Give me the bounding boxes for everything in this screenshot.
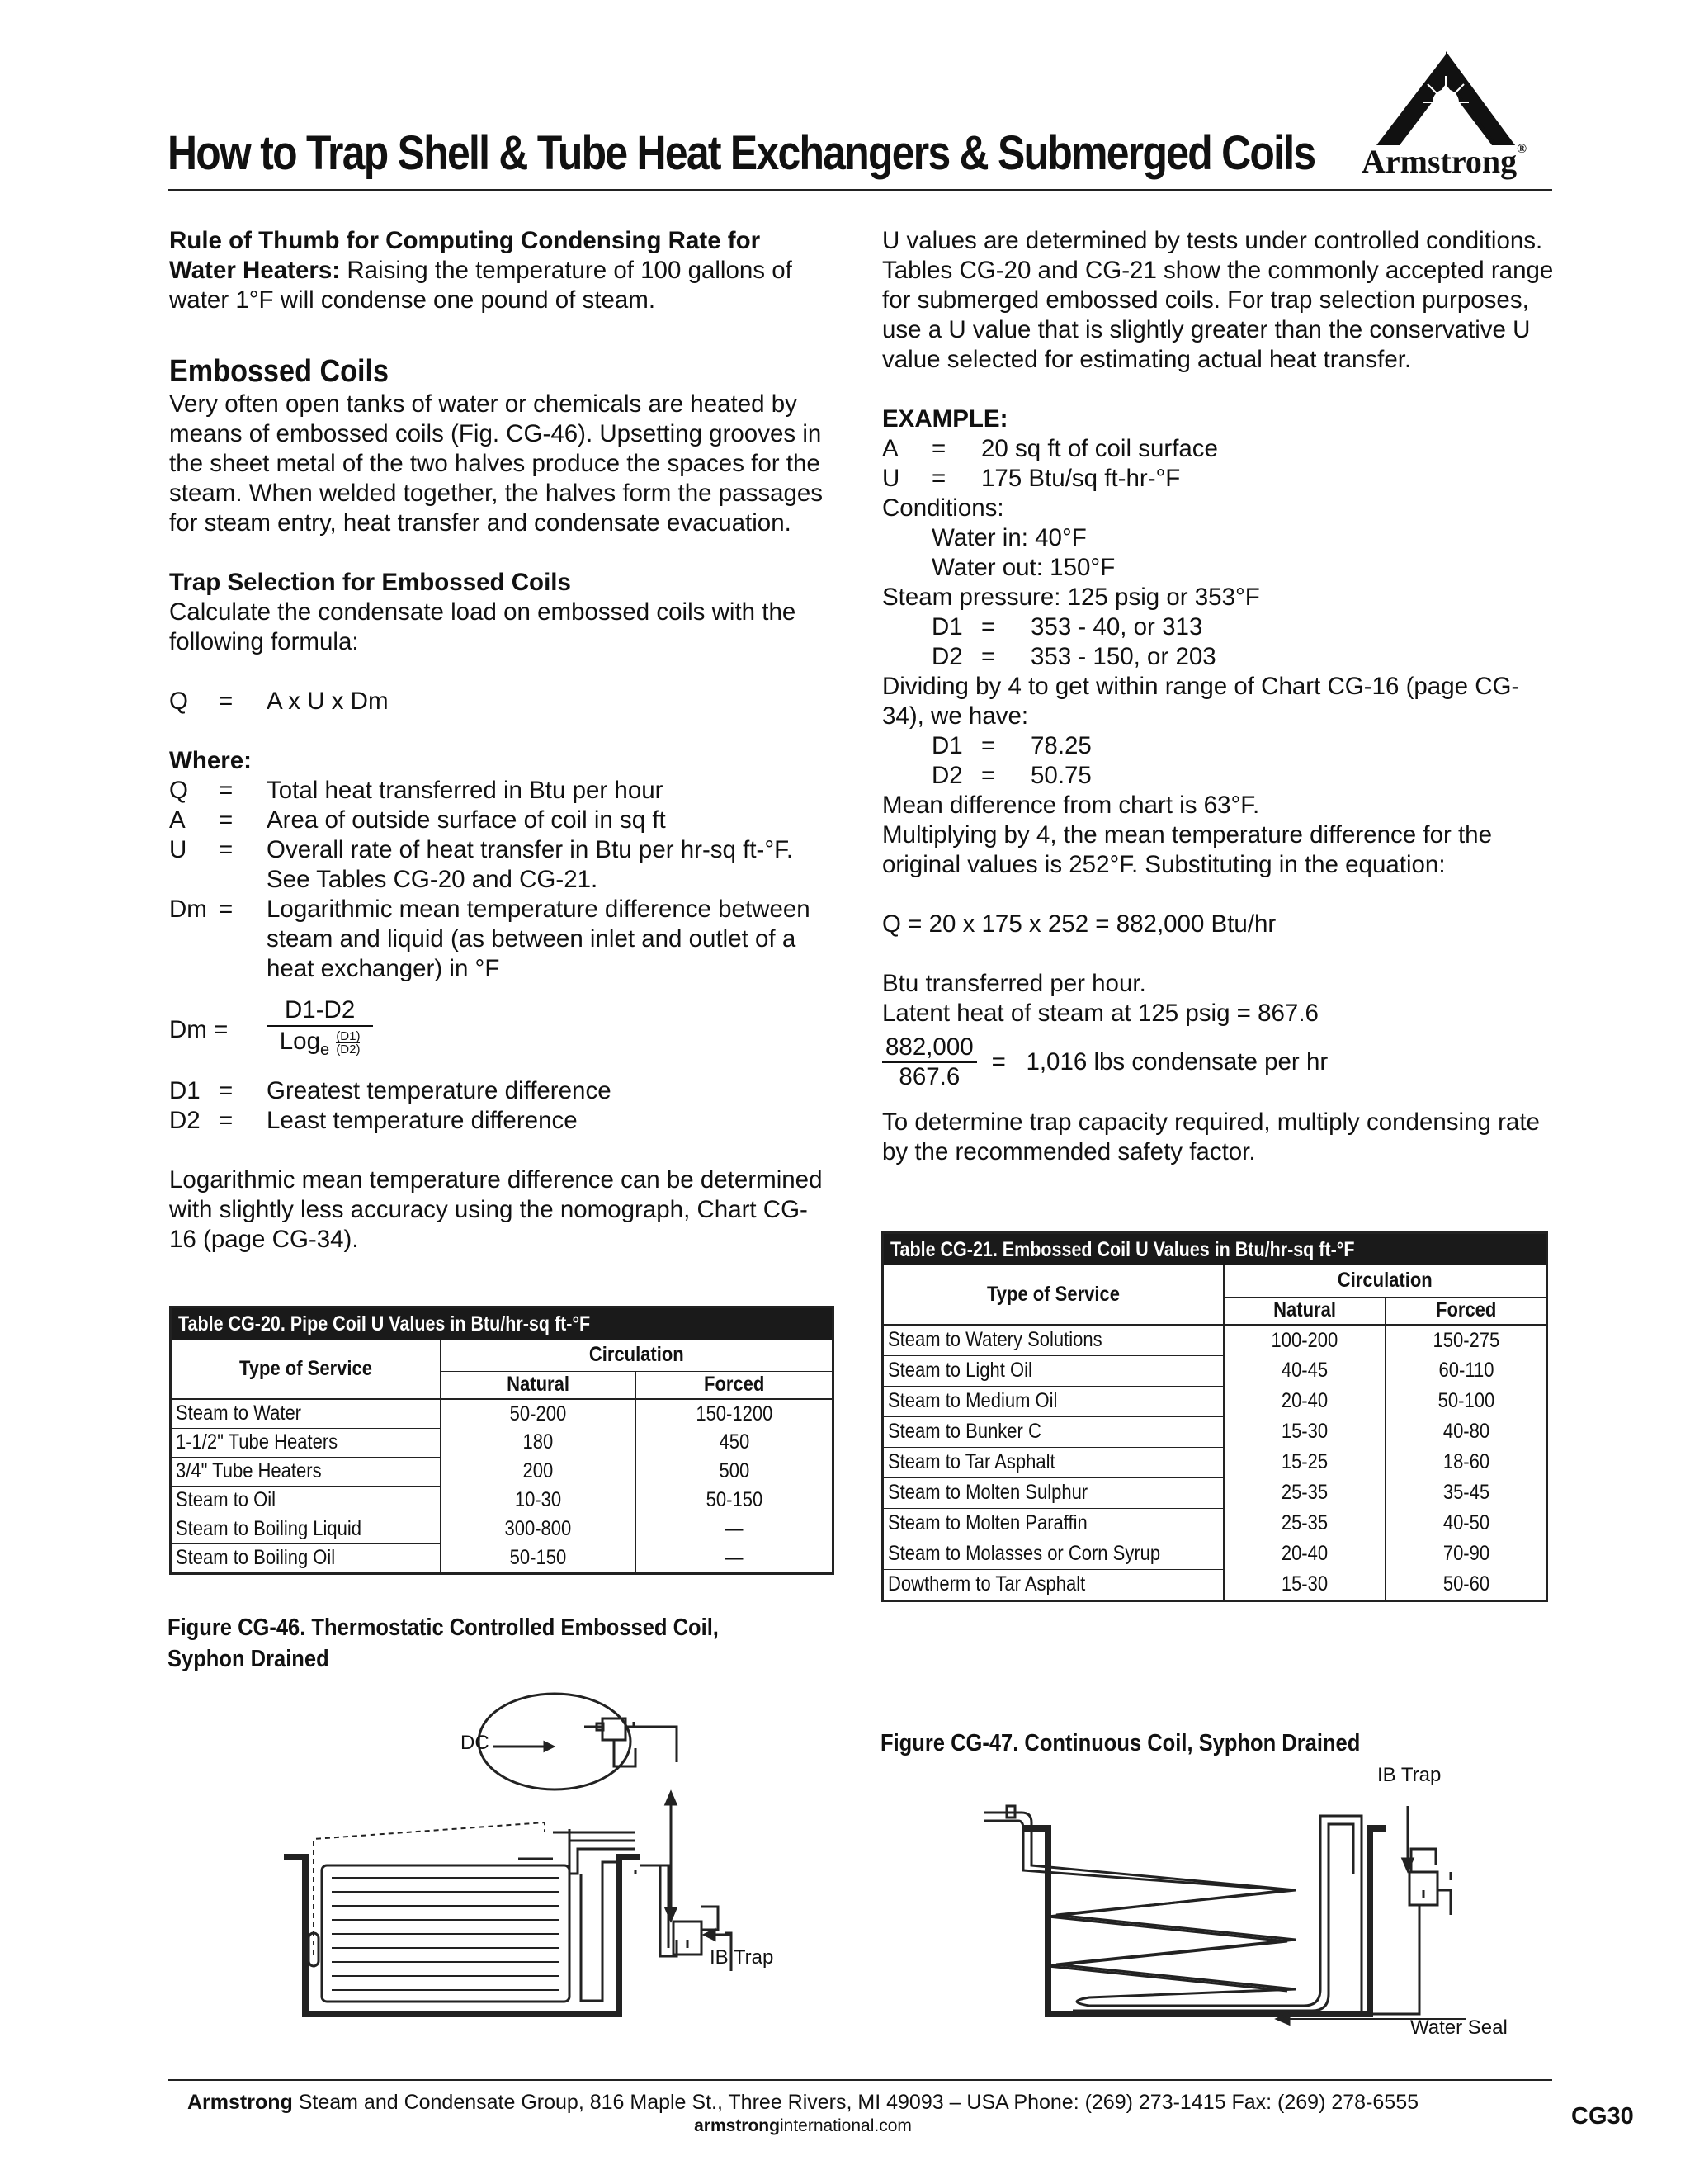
page-number: CG30 <box>1571 2103 1634 2130</box>
div-row <box>882 761 1559 791</box>
table-row <box>884 1447 1546 1477</box>
dm-denominator <box>267 1027 373 1065</box>
cell-text: 300-800 <box>504 1517 572 1540</box>
cell-type-of-service <box>884 1508 1224 1539</box>
dm-log: Log <box>279 1028 320 1055</box>
cell-type-of-service <box>172 1457 441 1486</box>
where-label: Where: <box>169 747 252 774</box>
cell-forced <box>1386 1477 1546 1508</box>
col-natural-label: Natural <box>507 1373 569 1397</box>
cell-forced <box>1386 1416 1546 1447</box>
table-row <box>172 1543 832 1572</box>
cell-text: 50-60 <box>1442 1572 1489 1595</box>
div-symbol: D2 <box>932 762 963 789</box>
where-equals: = <box>219 896 234 923</box>
fraction-numerator: 882,000 <box>882 1033 977 1063</box>
table-cg20 <box>169 1306 834 1575</box>
cell-text: Steam to Light Oil <box>888 1359 1032 1382</box>
d-definition: Least temperature difference <box>267 1106 578 1134</box>
cell-type-of-service <box>172 1515 441 1543</box>
armstrong-logo <box>1360 51 1558 183</box>
col-type-of-service <box>172 1340 441 1399</box>
div-value: 78.25 <box>1031 732 1092 759</box>
formula-symbol: Q <box>169 688 188 715</box>
fig46-ib-trap-label: IB Trap <box>710 1946 774 1969</box>
footer-address-line <box>168 2091 1438 2115</box>
col-natural <box>1224 1297 1386 1325</box>
dm-label: Dm = <box>169 1015 229 1043</box>
cell-natural <box>441 1399 635 1428</box>
div-row <box>882 731 1559 761</box>
where-equals: = <box>219 806 234 834</box>
where-equals: = <box>219 777 234 804</box>
table-row <box>884 1539 1546 1569</box>
where-equals: = <box>219 836 234 863</box>
col-natural-label: Natural <box>1273 1298 1336 1322</box>
cell-text: 60-110 <box>1438 1359 1494 1382</box>
table-row <box>884 1355 1546 1386</box>
trap-selection-heading: Trap Selection for Embossed Coils <box>169 569 571 596</box>
cell-forced <box>1386 1355 1546 1386</box>
col-forced-label: Forced <box>1435 1298 1497 1322</box>
col-circulation <box>441 1340 832 1371</box>
cell-text: 450 <box>719 1430 749 1454</box>
cell-type-of-service <box>884 1386 1224 1416</box>
cell-text: 18-60 <box>1442 1450 1489 1473</box>
table-cg21-caption-text: Table CG-21. Embossed Coil U Values in Btu/hr-sq ft-°F <box>890 1238 1355 1261</box>
where-definition: Total heat transferred in Btu per hour <box>267 777 663 804</box>
cell-natural <box>441 1457 635 1486</box>
cell-type-of-service <box>172 1399 441 1428</box>
footer-web-bold: armstrong <box>694 2116 780 2135</box>
cell-text: 70-90 <box>1442 1542 1489 1565</box>
cell-text: 10-30 <box>514 1488 562 1511</box>
cell-text: Steam to Oil <box>176 1488 276 1511</box>
example-symbol: A <box>882 435 899 462</box>
d-symbol: D2 <box>169 1106 201 1134</box>
cell-text: Steam to Boiling Oil <box>176 1546 336 1570</box>
fig47-ib-trap-label: IB Trap <box>1377 1764 1442 1786</box>
cell-natural <box>1224 1355 1386 1386</box>
dm-d1: (D1) <box>336 1028 361 1043</box>
cell-natural <box>1224 1508 1386 1539</box>
table-row <box>884 1569 1546 1600</box>
calc-symbol: D1 <box>932 613 963 641</box>
where-definition: Area of outside surface of coil in sq ft <box>267 806 666 834</box>
water-in: Water in: 40°F <box>932 524 1087 551</box>
rule-heading: Rule of Thumb for Computing Condensing Rate for Water Heaters: <box>169 227 761 284</box>
footer-address: Steam and Condensate Group, 816 Maple St., Three Rivers, MI 49093 – USA Phone: (269) 273-1415 Fax: (269) 278-6555 <box>292 2091 1419 2114</box>
cell-type-of-service <box>172 1428 441 1457</box>
cell-text: 150-1200 <box>696 1402 772 1425</box>
where-symbol: U <box>169 836 187 863</box>
cell-type-of-service <box>884 1325 1224 1355</box>
fig46-caption <box>168 1612 719 1675</box>
cell-forced <box>1386 1569 1546 1600</box>
where-symbol: Q <box>169 777 188 804</box>
condensate-fraction <box>882 1033 977 1091</box>
latent-heat: Latent heat of steam at 125 psig = 867.6 <box>882 1000 1319 1027</box>
cell-forced <box>635 1543 832 1572</box>
cell-natural <box>1224 1386 1386 1416</box>
cell-natural <box>1224 1416 1386 1447</box>
cell-text: Steam to Molten Paraffin <box>888 1511 1088 1534</box>
cell-text: 15-25 <box>1281 1450 1329 1473</box>
example-row <box>882 464 1559 494</box>
water-out: Water out: 150°F <box>932 554 1116 581</box>
cell-type-of-service <box>884 1477 1224 1508</box>
conditions-label: Conditions: <box>882 494 1004 522</box>
col-forced <box>1386 1297 1546 1325</box>
calc-symbol: D2 <box>932 643 963 670</box>
left-column <box>169 226 829 1255</box>
cell-text: 3/4" Tube Heaters <box>176 1459 322 1482</box>
cell-natural <box>1224 1477 1386 1508</box>
rule-body: Raising the temperature of 100 gallons of water 1°F will condense one pound of steam. <box>169 257 792 314</box>
fig46-caption-line2: Syphon Drained <box>168 1646 329 1672</box>
table-row <box>172 1515 832 1543</box>
calc-row <box>882 612 1559 642</box>
logo-text: Armstrong <box>1362 143 1518 180</box>
calc-row <box>882 642 1559 672</box>
fraction-result: = 1,016 lbs condensate per hr <box>991 1048 1329 1075</box>
cell-text: 25-35 <box>1281 1481 1329 1504</box>
where-row <box>169 776 829 806</box>
cell-text: Steam to Watery Solutions <box>888 1328 1102 1352</box>
example-label: EXAMPLE: <box>882 405 1008 433</box>
dm-d2: (D2) <box>336 1042 361 1057</box>
table-row <box>884 1477 1546 1508</box>
cell-natural <box>441 1428 635 1457</box>
cell-text: Steam to Bunker C <box>888 1420 1041 1443</box>
cell-type-of-service <box>884 1539 1224 1569</box>
trap-capacity: To determine trap capacity required, multiply condensing rate by the recommended safety factor. <box>882 1109 1540 1165</box>
calc-equals: = <box>981 643 996 670</box>
cell-forced <box>1386 1325 1546 1355</box>
header-rule <box>168 189 1552 191</box>
formula-equals: = <box>219 688 234 715</box>
cell-forced <box>635 1399 832 1428</box>
embossed-body: Very often open tanks of water or chemicals are heated by means of embossed coils (Fig. CG-46). Upsetting grooves in the sheet metal of the two halves produce the spaces for the steam. When welded together, the halves form the passages for steam entry, heat transfer and condensate evacuation. <box>169 390 824 537</box>
example-value: 20 sq ft of coil surface <box>981 435 1218 462</box>
example-row <box>882 434 1559 464</box>
cell-text: 200 <box>522 1459 554 1482</box>
col-circulation-label: Circulation <box>589 1343 684 1367</box>
col-type-label: Type of Service <box>238 1357 372 1380</box>
col-natural <box>441 1371 635 1399</box>
cell-natural <box>441 1515 635 1543</box>
example-symbol: U <box>882 465 900 492</box>
where-row <box>169 806 829 835</box>
calc-value: 353 - 40, or 313 <box>1031 613 1203 641</box>
cell-text: Steam to Molten Sulphur <box>888 1481 1088 1504</box>
table-row <box>172 1399 832 1428</box>
cell-forced <box>1386 1386 1546 1416</box>
right-column <box>882 226 1559 1167</box>
example-value: 175 Btu/sq ft-hr-°F <box>981 465 1181 492</box>
cell-natural <box>1224 1539 1386 1569</box>
col-forced <box>635 1371 832 1399</box>
cell-type-of-service <box>172 1543 441 1572</box>
cell-text: 50-150 <box>509 1546 567 1569</box>
d-def-row <box>169 1076 829 1106</box>
cell-text: 180 <box>522 1430 554 1454</box>
col-type-of-service <box>884 1265 1224 1325</box>
cell-text: 50-200 <box>509 1402 567 1425</box>
footer-rule <box>168 2079 1552 2081</box>
cell-forced <box>1386 1539 1546 1569</box>
q-equation: Q = 20 x 175 x 252 = 882,000 Btu/hr <box>882 910 1277 938</box>
cell-text: 50-100 <box>1437 1389 1494 1412</box>
formula <box>169 687 829 716</box>
calc-equals: = <box>981 613 996 641</box>
table-cg21-caption <box>884 1234 1546 1265</box>
cell-text: 500 <box>719 1459 749 1482</box>
cell-type-of-service <box>884 1416 1224 1447</box>
armstrong-logo-icon <box>1360 51 1558 150</box>
cell-text: — <box>725 1546 744 1569</box>
table-row <box>884 1416 1546 1447</box>
cell-natural <box>441 1543 635 1572</box>
fig47-diagram <box>974 1775 1535 2039</box>
condensate-fraction-row <box>882 1033 1559 1091</box>
cell-text: 100-200 <box>1271 1328 1338 1352</box>
btu-per-hour: Btu transferred per hour. <box>882 970 1146 997</box>
col-forced-label: Forced <box>703 1373 765 1397</box>
fig46-caption-line1: Figure CG-46. Thermostatic Controlled Embossed Coil, <box>168 1614 719 1641</box>
u-values-body: U values are determined by tests under controlled conditions. Tables CG-20 and CG-21 show the commonly accepted range for submerged embossed coils. For trap selection purposes, use a U value that is slightly greater than the conservative U value selected for estimating actual heat transfer. <box>882 227 1554 373</box>
dividing-text: Dividing by 4 to get within range of Chart CG-16 (page CG-34), we have: <box>882 673 1520 730</box>
example-equals: = <box>932 435 946 462</box>
steam-pressure: Steam pressure: 125 psig or 353°F <box>882 584 1260 611</box>
div-equals: = <box>981 762 996 789</box>
example-equals: = <box>932 465 946 492</box>
cell-text: 40-45 <box>1281 1359 1329 1382</box>
where-row <box>169 835 829 895</box>
footer-company: Armstrong <box>186 2091 293 2114</box>
cell-text: 1-1/2" Tube Heaters <box>176 1430 338 1454</box>
col-circulation-label: Circulation <box>1338 1269 1433 1293</box>
cell-text: 35-45 <box>1442 1481 1489 1504</box>
table-cg20-caption-text: Table CG-20. Pipe Coil U Values in Btu/hr-sq ft-°F <box>178 1312 591 1335</box>
cell-text: 150-275 <box>1433 1328 1499 1352</box>
cell-forced <box>635 1428 832 1457</box>
cell-text: 40-50 <box>1442 1511 1489 1534</box>
cell-text: 20-40 <box>1281 1542 1329 1565</box>
fig47-water-seal-label: Water Seal <box>1410 2016 1508 2039</box>
cell-text: — <box>725 1517 744 1540</box>
dm-fraction <box>267 995 373 1065</box>
footer-web-line <box>168 2116 1438 2136</box>
cell-type-of-service <box>884 1447 1224 1477</box>
cell-forced <box>1386 1508 1546 1539</box>
cell-text: Steam to Water <box>176 1402 302 1425</box>
where-definition: Logarithmic mean temperature difference between steam and liquid (as between inlet and outlet of a heat exchanger) in °F <box>267 896 810 982</box>
div-value: 50.75 <box>1031 762 1092 789</box>
cell-type-of-service <box>884 1569 1224 1600</box>
col-type-label: Type of Service <box>986 1283 1120 1306</box>
cell-natural <box>1224 1447 1386 1477</box>
cell-natural <box>441 1486 635 1515</box>
fig46-diagram <box>272 1676 850 2039</box>
dm-log-base: e <box>319 1040 330 1059</box>
cell-forced <box>635 1486 832 1515</box>
d-equals: = <box>219 1106 234 1134</box>
div-symbol: D1 <box>932 732 963 759</box>
where-symbol: A <box>169 806 186 834</box>
cell-text: 15-30 <box>1281 1420 1329 1443</box>
cell-text: 40-80 <box>1442 1420 1489 1443</box>
cell-text: 20-40 <box>1281 1389 1329 1412</box>
col-circulation <box>1224 1265 1546 1297</box>
footer-web-rest: international.com <box>779 2116 912 2135</box>
cell-text: Steam to Molasses or Corn Syrup <box>888 1542 1161 1565</box>
table-row <box>172 1486 832 1515</box>
cell-text: Dowtherm to Tar Asphalt <box>888 1572 1086 1596</box>
cell-text: 15-30 <box>1281 1572 1329 1595</box>
rule-of-thumb <box>169 226 829 315</box>
cell-type-of-service <box>172 1486 441 1515</box>
d-equals: = <box>219 1076 234 1104</box>
d-definition: Greatest temperature difference <box>267 1076 611 1104</box>
dm-numerator: D1-D2 <box>267 995 373 1027</box>
mean-diff: Mean difference from chart is 63°F. <box>882 792 1260 819</box>
cell-forced <box>635 1515 832 1543</box>
fig47-caption: Figure CG-47. Continuous Coil, Syphon Drained <box>880 1730 1361 1756</box>
cell-text: 25-35 <box>1281 1511 1329 1534</box>
cell-forced <box>1386 1447 1546 1477</box>
footer <box>168 2091 1438 2136</box>
cell-text: Steam to Tar Asphalt <box>888 1450 1055 1473</box>
calc-value: 353 - 150, or 203 <box>1031 643 1216 670</box>
table-cg20-caption <box>172 1308 832 1340</box>
fig46-dc-label: DC <box>460 1732 489 1754</box>
where-row <box>169 895 829 984</box>
multiplying-text: Multiplying by 4, the mean temperature difference for the original values is 252°F. Substituting in the equation: <box>882 821 1492 878</box>
cell-text: 50-150 <box>706 1488 762 1511</box>
fraction-denominator: 867.6 <box>899 1063 961 1090</box>
table-row <box>884 1508 1546 1539</box>
table-row <box>172 1428 832 1457</box>
d-symbol: D1 <box>169 1076 201 1104</box>
formula-rhs: A x U x Dm <box>267 688 389 715</box>
cell-forced <box>635 1457 832 1486</box>
cell-text: Steam to Medium Oil <box>888 1389 1058 1412</box>
where-symbol: Dm <box>169 896 207 923</box>
cell-type-of-service <box>884 1355 1224 1386</box>
table-row <box>884 1386 1546 1416</box>
log-note: Logarithmic mean temperature difference can be determined with slightly less accuracy using the nomograph, Chart CG-16 (page CG-34). <box>169 1165 823 1253</box>
d-def-row <box>169 1106 829 1136</box>
dm-formula <box>169 995 829 1065</box>
where-list <box>169 776 829 984</box>
logo-registered: ® <box>1517 142 1527 156</box>
table-row <box>884 1325 1546 1355</box>
trap-selection-body: Calculate the condensate load on embossed coils with the following formula: <box>169 598 796 655</box>
page-title: How to Trap Shell & Tube Heat Exchangers & Submerged Coils <box>168 126 1315 180</box>
cell-natural <box>1224 1325 1386 1355</box>
where-definition: Overall rate of heat transfer in Btu per hr-sq ft-°F. See Tables CG-20 and CG-21. <box>267 836 794 893</box>
table-row <box>172 1457 832 1486</box>
cell-natural <box>1224 1569 1386 1600</box>
embossed-coils-heading: Embossed Coils <box>169 354 389 389</box>
table-cg21 <box>881 1231 1548 1602</box>
cell-text: Steam to Boiling Liquid <box>176 1517 362 1540</box>
div-equals: = <box>981 732 996 759</box>
